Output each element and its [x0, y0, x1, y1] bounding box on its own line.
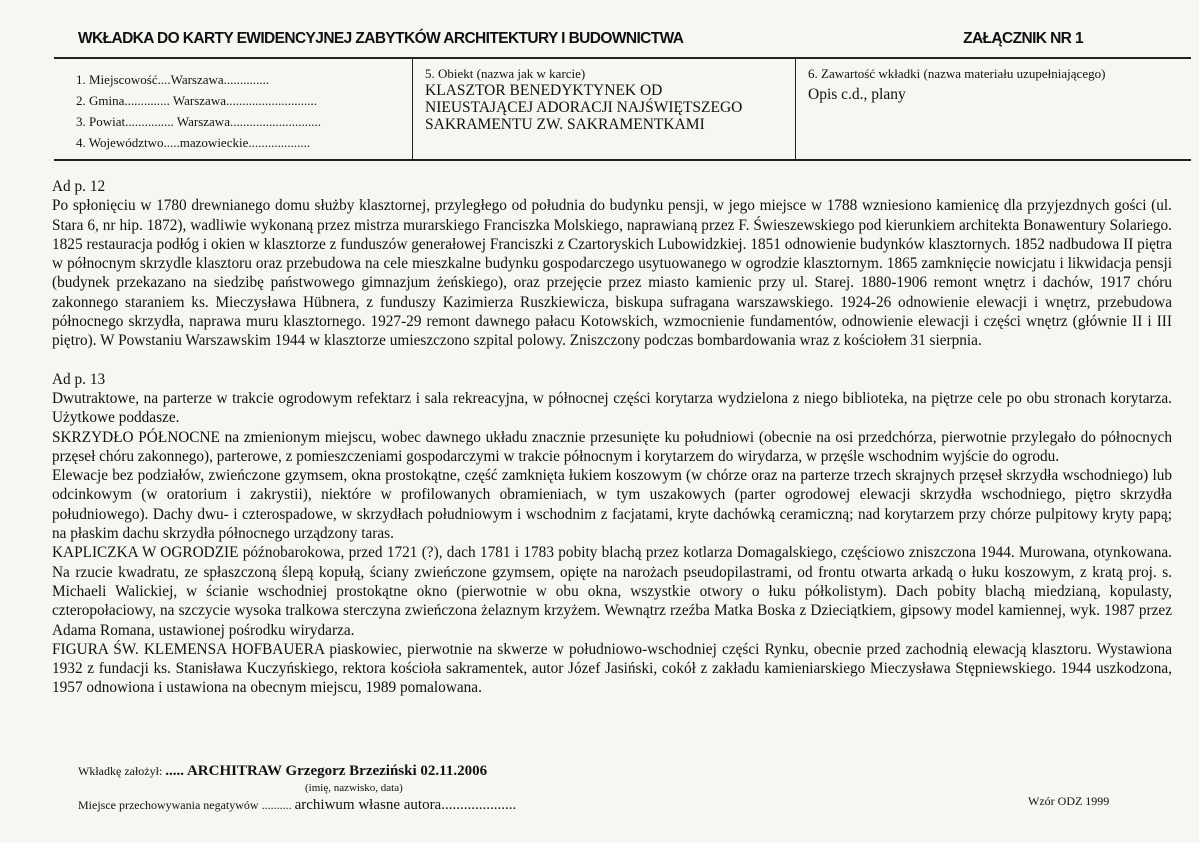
section-13-paragraph-1: Dwutraktowe, na parterze w trakcie ogrodowym refektarz i sala rekreacyjna, w północnej części korytarza wydzielona z niego biblioteka, na piętrze cele po obu stronach korytarza. Użytkowe poddasze.: [52, 389, 1172, 427]
author-hint: (imię, nazwisko, data): [305, 782, 403, 794]
location-voivodeship: 4. Województwo.....mazowieckie...................: [76, 135, 311, 150]
form-template-id: Wzór ODZ 1999: [1028, 794, 1110, 808]
object-name-line-2: NIEUSTAJĄCEJ ADORACJI NAJŚWIĘTSZEGO: [425, 99, 743, 116]
contents-value: Opis c.d., plany: [808, 86, 906, 103]
section-13-paragraph-4: KAPLICZKA W OGRODZIE późnobarokowa, przed 1721 (?), dach 1781 i 1783 pobity blachą przez kotlarza Domagalskiego, częściowo zniszczona 1944. Murowana, otynkowana. Na rzucie kwadratu, ze spłaszczoną ślepą kopułą, ściany zwieńczone gzymsem, opięte na narożach pseudopilastrami, od frontu otwarta arkadą o łuku koszowym, z kratą proj. s. Michaeli Walickiej, w ścianie wschodniej prostokątne okno (pierwotnie w obu okna, wszystkie otwory o łuku półkolistym). Dach pobity blachą miedzianą, kopulasty, czteropołaciowy, na szczycie wysoka tralkowa sterczyna zwieńczona żelaznym krzyżem. Wewnątrz rzeźba Matka Boska z Dzieciątkiem, gipsowy model kamiennej, wyk. 1987 przez Adama Romana, ustawionej pośrodku wirydarza.: [52, 544, 1172, 639]
info-table: [54, 59, 1191, 161]
page-header: [78, 27, 1083, 51]
contents-label: 6. Zawartość wkładki (nazwa materiału uzupełniającego): [808, 66, 1106, 81]
location-county: 3. Powiat............... Warszawa............................: [76, 114, 321, 129]
location-column: [54, 59, 412, 159]
storage-label: Miejsce przechowywania negatywów ..........: [78, 798, 292, 812]
author-line: [78, 763, 487, 780]
object-name-line-3: SAKRAMENTU ZW. SAKRAMENTKAMI: [425, 116, 705, 133]
form-title: WKŁADKA DO KARTY EWIDENCYJNEJ ZABYTKÓW ARCHITEKTURY I BUDOWNICTWA: [78, 30, 684, 47]
object-column: [412, 59, 796, 159]
section-13-paragraph-2: SKRZYDŁO PÓŁNOCNE na zmienionym miejscu, wobec dawnego układu znacznie przesunięte ku południowi (obecnie na osi przedchórza, pierwotnie przylegało do północnych przęseł chóru zakonnego), parterowe, z pomieszczeniami gospodarczymi w trakcie północnym i korytarzem do wirydarza, w przęśle wschodnim wyjście do ogrodu.: [52, 428, 1172, 465]
author-value: ..... ARCHITRAW Grzegorz Brzeziński 02.11.2006: [165, 763, 488, 779]
section-13-heading: Ad p. 13: [52, 370, 106, 388]
section-12-heading: Ad p. 12: [52, 178, 106, 195]
contents-column: [796, 59, 1191, 159]
section-13-paragraph-5: FIGURA ŚW. KLEMENSA HOFBAUERA piaskowiec, pierwotnie na skwerze w południowo-wschodniej części Rynku, obecnie przed zachodnią elewacją klasztoru. Wystawiona 1932 z fundacji ks. Stanisława Kuczyńskiego, rektora kościoła sakramentek, autor Józef Jasiński, cokół z zakładu kamieniarskiego Mieczysława Stępniewskiego. 1944 uszkodzona, 1957 odnowiona i ustawiona na obecnym miejscu, 1989 pomalowana.: [52, 640, 1172, 697]
object-name-line-1: KLASZTOR BENEDYKTYNEK OD: [425, 82, 663, 99]
location-municipality: 2. Gmina.............. Warszawa............................: [76, 93, 317, 108]
section-12-text: Po spłonięciu w 1780 drewnianego domu służby klasztornej, przyległego od południa do budynku pensji, w jego miejsce w 1788 wzniesiono kamienicę dla przyjezdnych gości (ul. Stara 6, nr hip. 1872), wadliwie wykonaną przez mistrza murarskiego Franciszka Molskiego, naprawianą przez F. Świeszewskiego pod kierunkiem architekta Bonawentury Solariego. 1825 restauracja podłóg i okien w klasztorze z funduszów generałowej Franciszki z Czartoryskich Lubowidzkiej. 1851 odnowienie budynków klasztornych. 1852 nadbudowa II piętra w północnym skrzydle klasztoru oraz przebudowa na cele mieszkalne budynku gospodarczego usytuowanego w ogrodzie klasztornym. 1865 zamknięcie nowicjatu i likwidacja pensji (budynek przekazano na siedzibę państwowego gimnazjum żeńskiego), oraz przejęcie przez miasto kamienic przy ul. Starej. 1880-1906 remont wnętrz i dachów, 1917 chóru zakonnego staraniem ks. Mieczysława Hübnera, z funduszy Kazimierza Ruszkiewicza, biskupa sufragana warszawskiego. 1924-26 odnowienie elewacji i wnętrz, przebudowa północnego skrzydła, naprawa muru klasztornego. 1927-29 remont dawnego pałacu Kotowskich, wzmocnienie fundamentów, odnowienie elewacji i części wnętrz (głównie II i III piętro). W Powstaniu Warszawskim 1944 w klasztorze umieszczono szpital polowy. Zniszczony podczas bombardowania wraz z kościołem 31 sierpnia.: [52, 197, 1172, 350]
description-body: [52, 177, 1172, 733]
object-label: 5. Obiekt (nazwa jak w karcie): [425, 66, 586, 81]
storage-value: archiwum własne autora....................: [294, 797, 517, 813]
section-spacer: [52, 351, 1172, 370]
annex-number: ZAŁĄCZNIK NR 1: [963, 30, 1083, 47]
storage-line: [78, 797, 516, 814]
author-label: Wkładkę założył:: [78, 764, 163, 778]
section-13-paragraph-3: Elewacje bez podziałów, zwieńczone gzymsem, okna prostokątne, część zamknięta łukiem koszowym (w chórze oraz na parterze trzech skrajnych przęseł skrzydła wschodniego) lub odcinkowym (w oratorium i zakrystii), niektóre w profilowanych obramieniach, w tym uszakowych (parter ogrodowej elewacji skrzydła wschodniego, piętro skrzydła południowego). Dachy dwu- i czterospadowe, w skrzydłach południowym i wschodnim z facjatami, kryte dachówką ceramiczną; nad korytarzem przy chórze pulpitowy kryty papą; na płaskim dachu skrzydła północnego urządzony taras.: [52, 467, 1172, 543]
location-town: 1. Miejscowość....Warszawa..............: [76, 72, 270, 87]
